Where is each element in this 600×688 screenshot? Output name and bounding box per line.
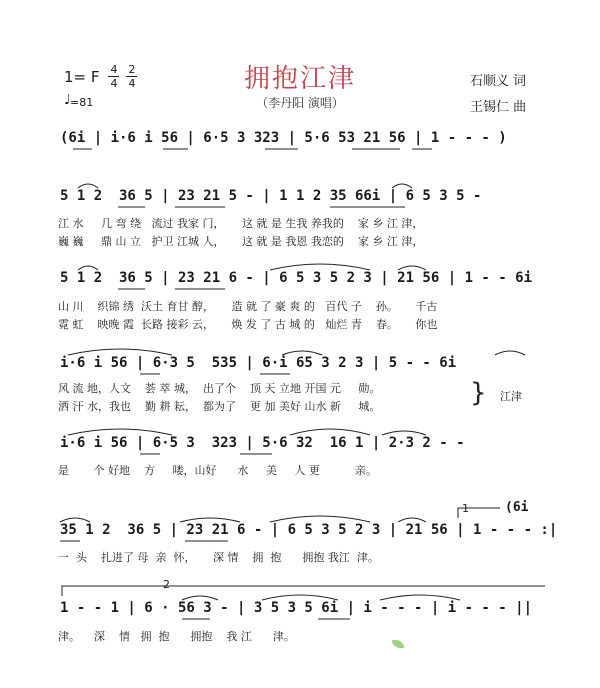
notation-row-4: i·6 i 56 | 6·3 5 535 | 6·i 65 3 2 3 | 5 - - 6i (60, 355, 457, 371)
slur-mark (270, 264, 370, 270)
volta-1-number: 1 (462, 502, 469, 515)
slur-mark (68, 429, 172, 435)
notation-row-5: i·6 i 56 | 6·5 3 323 | 5·6 32 16 1 | 2·3 2 - - (60, 435, 465, 451)
notation-row-1: (6i | i·6 i 56 | 6·5 3 323 | 5·6 53 21 56 | 1 - - - ) (60, 130, 507, 146)
volta-1-bracket (458, 508, 500, 518)
slur-mark (68, 349, 172, 355)
time-sig-2-numerator: 2 (128, 63, 136, 76)
notation-row-3: 5 1 2 36 5 | 23 21 6 - | 6 5 3 5 2 3 | 21 56 | 1 - - 6i (60, 270, 533, 286)
slur-mark (180, 518, 240, 522)
slur-mark (398, 266, 426, 270)
lyrics-row-6: 一 头 扎进了 母 亲 怀， 深 情 拥 抱 拥抱 我江 津。 (58, 551, 379, 564)
slur-mark (60, 518, 90, 522)
lyrics-row-4-verse-2: 洒 汗 水，我也 勤 耕 耘， 都为了 更 加 美好 山水 新 城。 (58, 400, 381, 413)
slur-mark (262, 595, 338, 600)
lyrics-row-2-verse-2: 巍 巍 鼎 山 立 护卫 江城 人， 这 就 是 我恩 我恋的 家 乡 江 津， (58, 235, 424, 248)
volta-2-number: 2 (163, 578, 170, 591)
performer-credit: （李丹阳 演唱） (256, 96, 344, 110)
lyrics-row-7: 津。 深 情 拥 抱 拥抱 我 江 津。 (58, 630, 295, 643)
slur-mark (392, 184, 412, 188)
composer-credit: 王锡仁 曲 (470, 100, 527, 115)
notation-row-6: 35 1 2 36 5 | 23 21 6 - | 6 5 3 5 2 3 | 21 56 | 1 - - - :| (60, 522, 558, 538)
slur-mark (270, 516, 370, 522)
time-sig-1-numerator: 4 (110, 63, 118, 76)
time-sig-2-denominator: 4 (128, 77, 136, 90)
verse-brace: } (470, 378, 487, 408)
time-sig-1-denominator: 4 (110, 77, 118, 90)
slur-mark (382, 431, 426, 435)
slur-mark (78, 184, 98, 188)
slur-mark (495, 351, 525, 355)
slur-mark (78, 266, 98, 270)
slur-mark (282, 351, 322, 355)
slur-mark (380, 595, 460, 600)
slur-mark (290, 429, 370, 435)
notation-row-2: 5 1 2 36 5 | 23 21 5 - | 1 1 2 35 66i | 6 5 3 5 - (60, 188, 482, 204)
tempo-marking: =81 (70, 96, 94, 109)
volta-1-pickup: (6i (505, 500, 529, 515)
quarter-note-icon: ♩ (64, 92, 71, 108)
lyrics-row-3-verse-2: 霓 虹 映晚 霞 长路 接彩 云， 焕 发 了 古 城 的 灿烂 青 春。 你也 (58, 318, 438, 331)
notation-row-7: 1 - - 1 | 6 · 56 3 - | 3 5 3 5 6i | i - - - | i - - - || (60, 600, 533, 616)
song-title: 拥抱江津 (243, 64, 356, 94)
lyrics-row-5: 是 个 好地 方 喽，山好 水 美 人 更 亲。 (58, 464, 377, 477)
slur-mark (398, 518, 426, 522)
lyrics-row-3-verse-1: 山 川 织锦 绣 沃土 育甘 醇， 造 就 了 豪 爽 的 百代 子 孙。 千古 (58, 300, 438, 313)
side-label: 江津 (500, 390, 522, 403)
slur-mark (182, 596, 218, 600)
lyrics-row-2-verse-1: 江 水 几 弯 绕 流过 我家 门， 这 就 是 生我 养我的 家 乡 江 津， (58, 217, 424, 230)
key-signature: 1= F (64, 68, 100, 86)
volta-2-bracket (62, 586, 545, 596)
lyrics-row-4-verse-1: 风 流 地，人文 荟 萃 城， 出了个 顶 天 立地 开国 元 勋。 (58, 382, 381, 395)
lyricist-credit: 石顺义 词 (470, 74, 527, 89)
